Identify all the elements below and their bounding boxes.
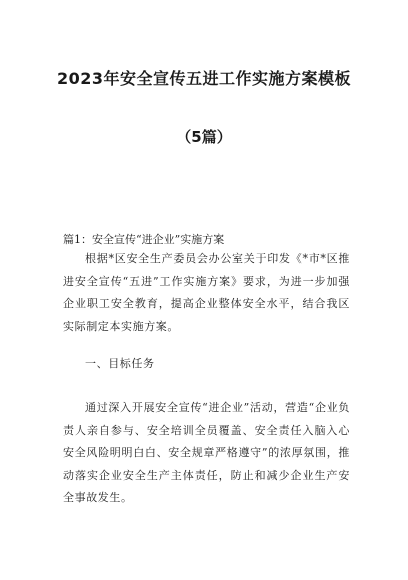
- document-title: 2023年安全宣传五进工作实施方案模板: [56, 69, 352, 88]
- paragraph-2: 通过深入开展安全宣传“进企业”活动，营造“企业负责人亲自参与、安全培训全员覆盖、安全责任入脑入心安全风险明明白白、安全规章严格遵守”的浓厚氛围，推动落实企业安全生产主体责任，防止和减少企业生产安全事故发生。: [63, 401, 350, 504]
- section-heading: 篇1：安全宣传“进企业”实施方案: [63, 233, 225, 246]
- heading-objectives: 一、目标任务: [85, 357, 155, 370]
- document-subtitle: （5篇）: [176, 128, 232, 146]
- paragraph-1: 根据*区安全生产委员会办公室关于印发《*市*区推进安全宣传“五进”工作实施方案》要求，为进一步加强企业职工安全教育，提高企业整体安全水平，结合我区实际制定本实施方案。: [63, 252, 350, 333]
